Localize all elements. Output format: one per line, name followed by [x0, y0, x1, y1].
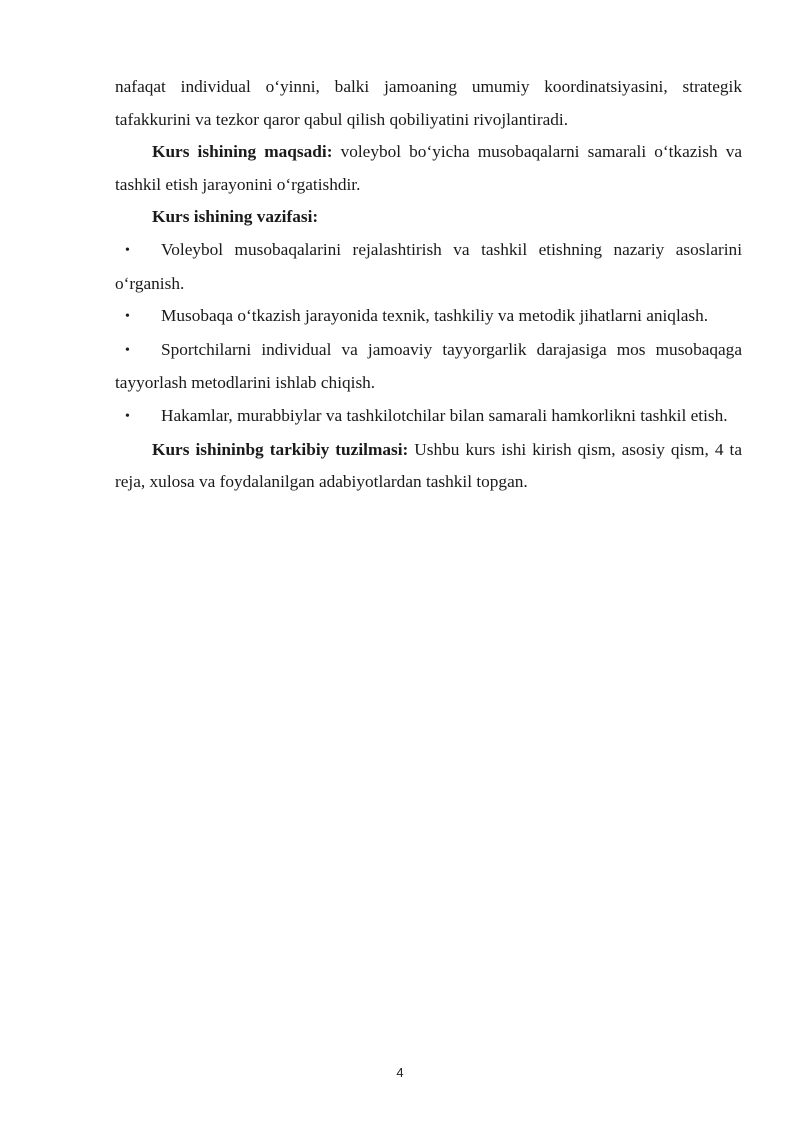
structure-label: Kurs ishininbg tarkibiy tuzilmasi: [152, 439, 409, 459]
tasks-heading-label: Kurs ishining vazifasi: [152, 207, 319, 227]
task-text: Hakamlar, murabbiylar va tashkilotchilar bilan samarali hamkorlikni tashkil etish. [161, 405, 728, 425]
goal-label: Kurs ishining maqsadi: [152, 142, 333, 162]
task-item [115, 300, 742, 334]
structure-paragraph [115, 434, 742, 499]
intro-paragraph: nafaqat individual o‘yinni, balki jamoaning umumiy koordinatsiyasini, strategik tafakkurini va tezkor qaror qabul qilish qobiliyatini rivojlantiradi. [115, 77, 742, 129]
tasks-heading [115, 201, 742, 234]
goal-paragraph [115, 136, 742, 201]
goal-text: voleybol bo‘yicha musobaqalarni samarali o‘tkazish va tashkil etish jarayonini o‘rgatishdir. [115, 142, 743, 194]
task-text: Musobaqa o‘tkazish jarayonida texnik, tashkiliy va metodik jihatlarni aniqlash. [161, 306, 709, 326]
bullet-icon: • [125, 342, 130, 358]
task-text: Sportchilarni individual va jamoaviy tayyorgarlik darajasiga mos musobaqaga tayyorlash metodlarini ishlab chiqish. [115, 339, 742, 393]
bullet-icon: • [125, 242, 130, 258]
document-body [115, 71, 742, 499]
task-item [115, 334, 742, 400]
task-item [115, 400, 742, 434]
task-text: Voleybol musobaqalarini rejalashtirish va tashkil etishning nazariy asoslarini o‘rganish. [115, 239, 742, 293]
bullet-icon: • [125, 408, 130, 424]
task-item [115, 234, 742, 300]
bullet-icon: • [125, 309, 130, 325]
page-number: 4 [396, 1065, 404, 1080]
structure-text: Ushbu kurs ishi kirish qism, asosiy qism, 4 ta reja, xulosa va foydalanilgan adabiyotlardan tashkil topgan. [115, 439, 742, 492]
